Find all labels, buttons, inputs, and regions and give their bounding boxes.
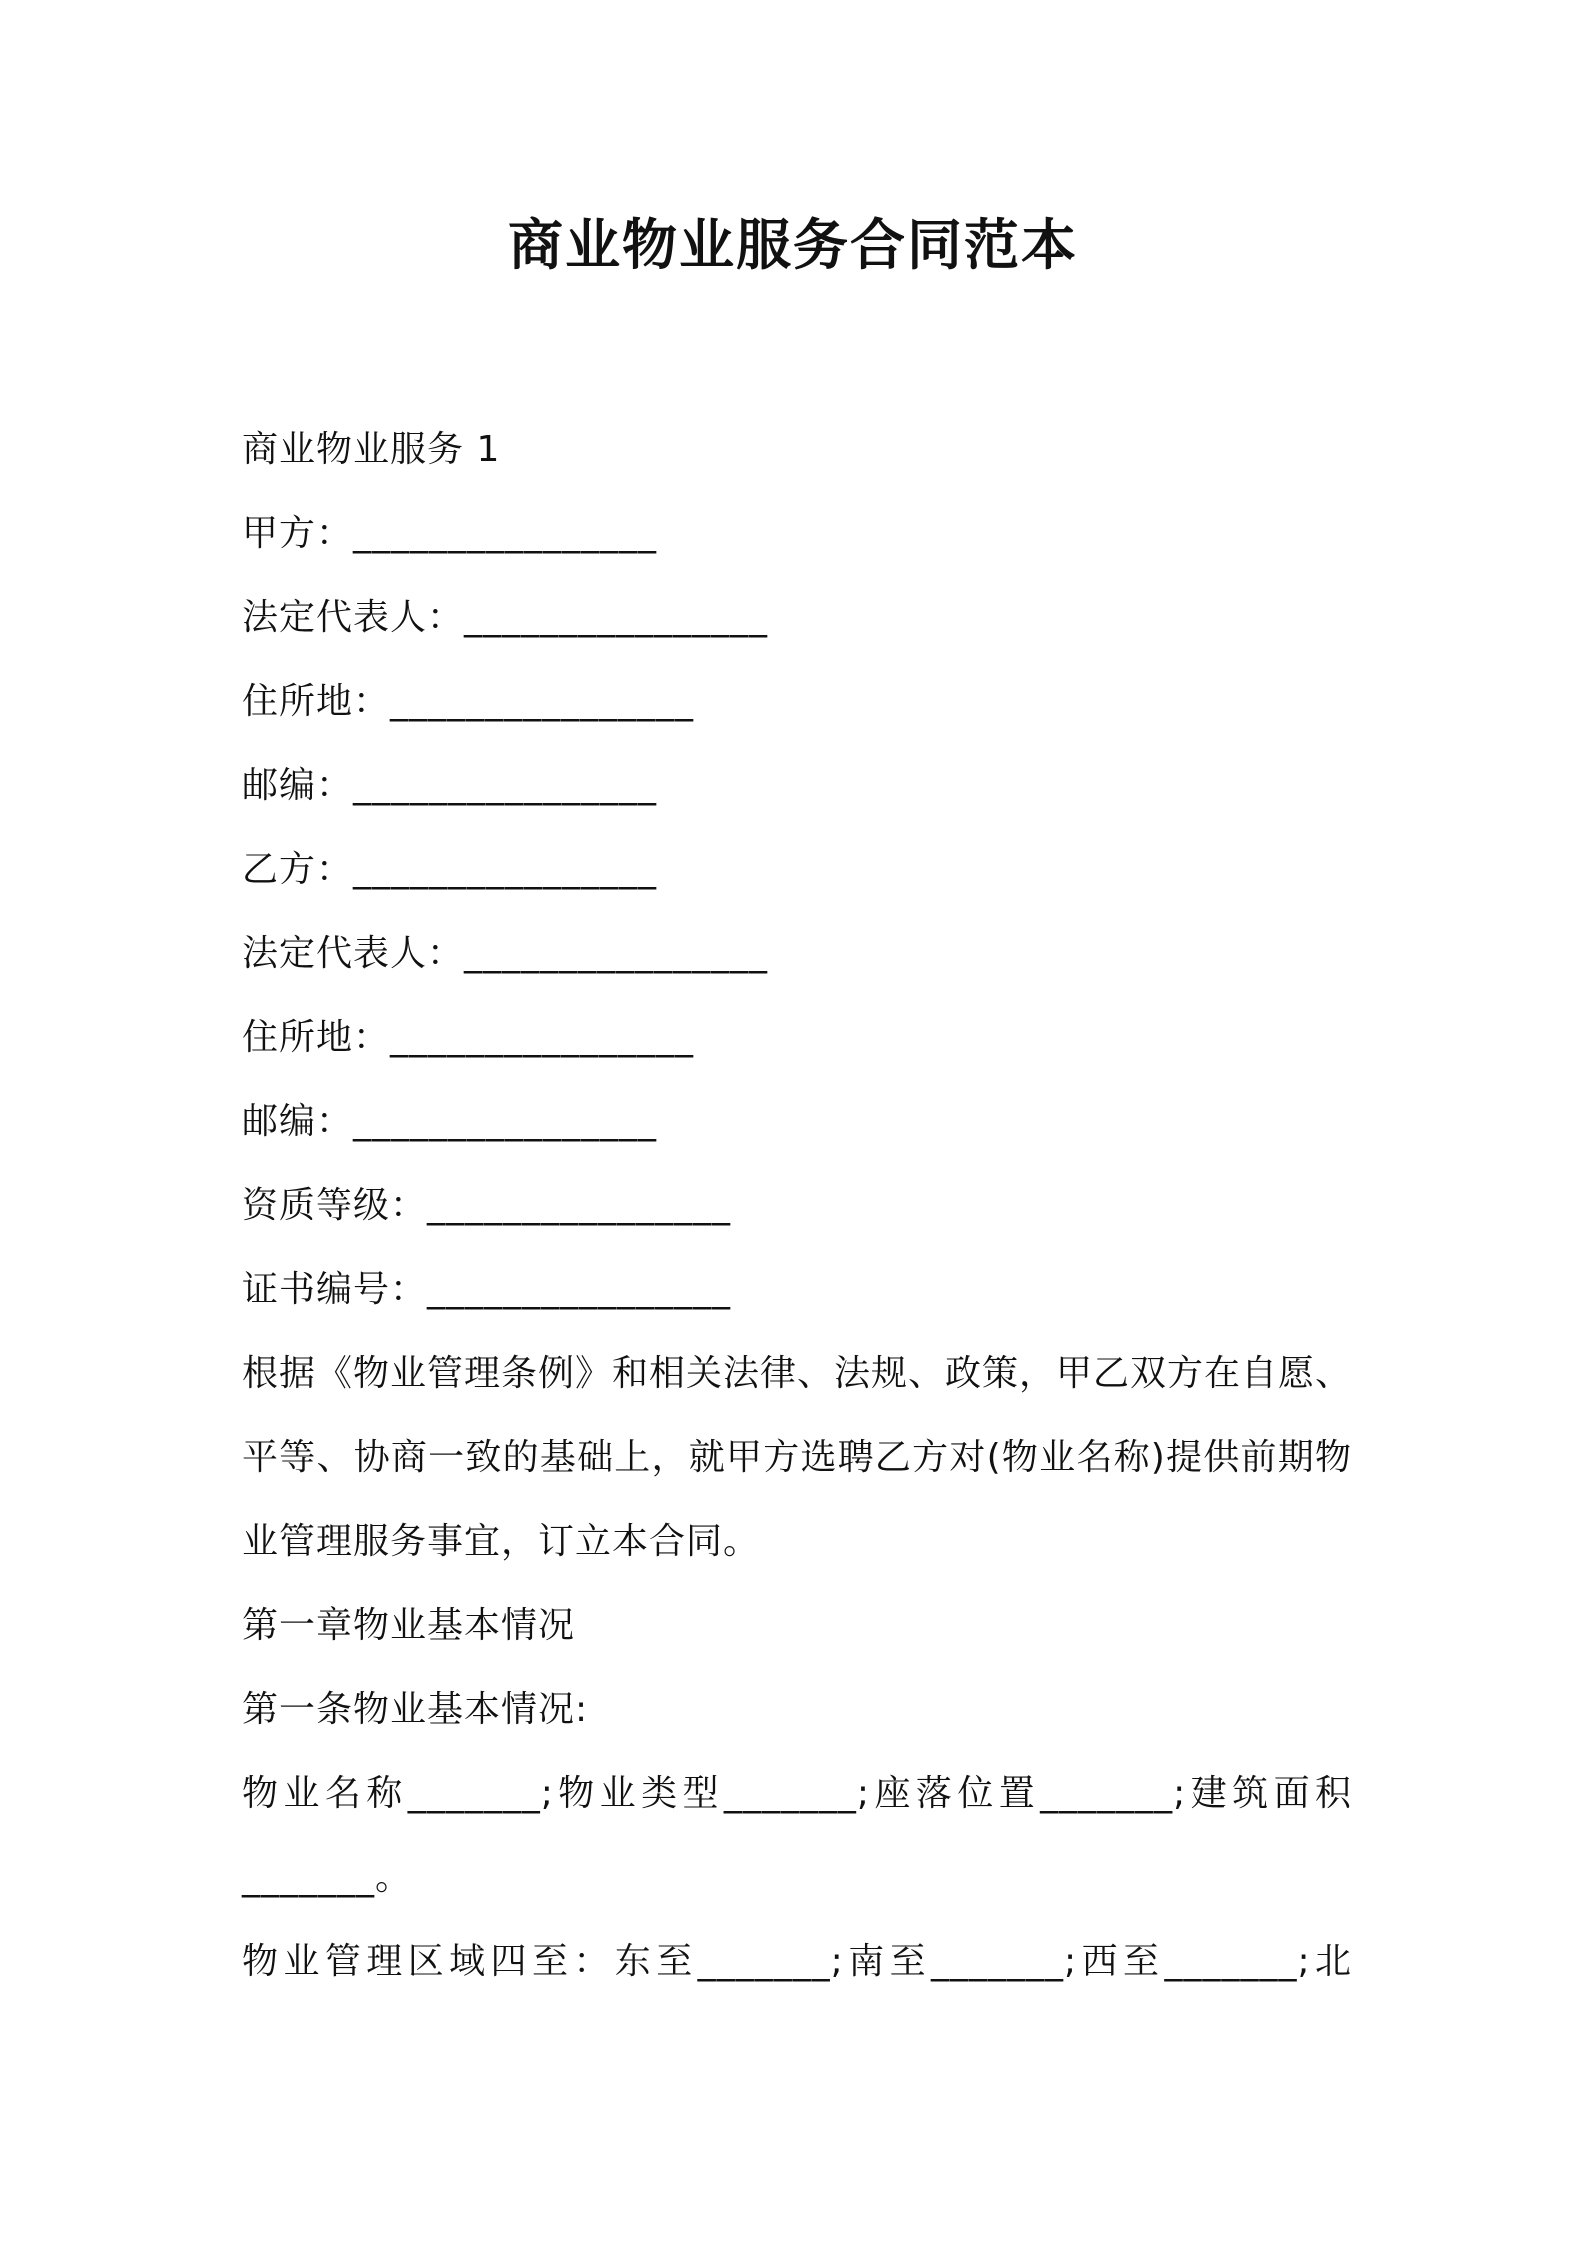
preamble-line-1: 根据《物业管理条例》和相关法律、法规、政策，甲乙双方在自愿、 [242,1353,1353,1394]
property-info-line-2: _______。 [242,1857,413,1898]
party-b-postcode-field: 邮编：________________ [242,1101,658,1142]
qualification-level-field: 资质等级：________________ [242,1185,732,1226]
preamble-line-2: 平等、协商一致的基础上，就甲方选聘乙方对(物业名称)提供前期物 [242,1437,1352,1478]
chapter-heading: 第一章物业基本情况 [242,1605,576,1646]
party-a-field: 甲方：________________ [242,513,658,554]
party-b-address-field: 住所地：________________ [242,1017,695,1058]
preamble-line-3: 业管理服务事宜，订立本合同。 [242,1521,761,1562]
party-a-postcode-field: 邮编：________________ [242,765,658,806]
party-b-field: 乙方：________________ [242,849,658,890]
party-a-legal-representative-field: 法定代表人：________________ [242,597,769,638]
certificate-number-field: 证书编号：________________ [242,1269,732,1310]
party-a-address-field: 住所地：________________ [242,681,695,722]
article-heading: 第一条物业基本情况: [242,1689,589,1730]
document-title: 商业物业服务合同范本 [507,213,1078,277]
property-boundary-line: 物业管理区域四至：东至_______;南至_______;西至_______;北 [242,1941,1352,1982]
party-b-legal-representative-field: 法定代表人：________________ [242,933,769,974]
section-heading: 商业物业服务 1 [242,429,501,470]
property-info-line-1: 物业名称_______;物业类型_______;座落位置_______;建筑面积 [242,1773,1352,1814]
document-body [242,408,1352,2004]
